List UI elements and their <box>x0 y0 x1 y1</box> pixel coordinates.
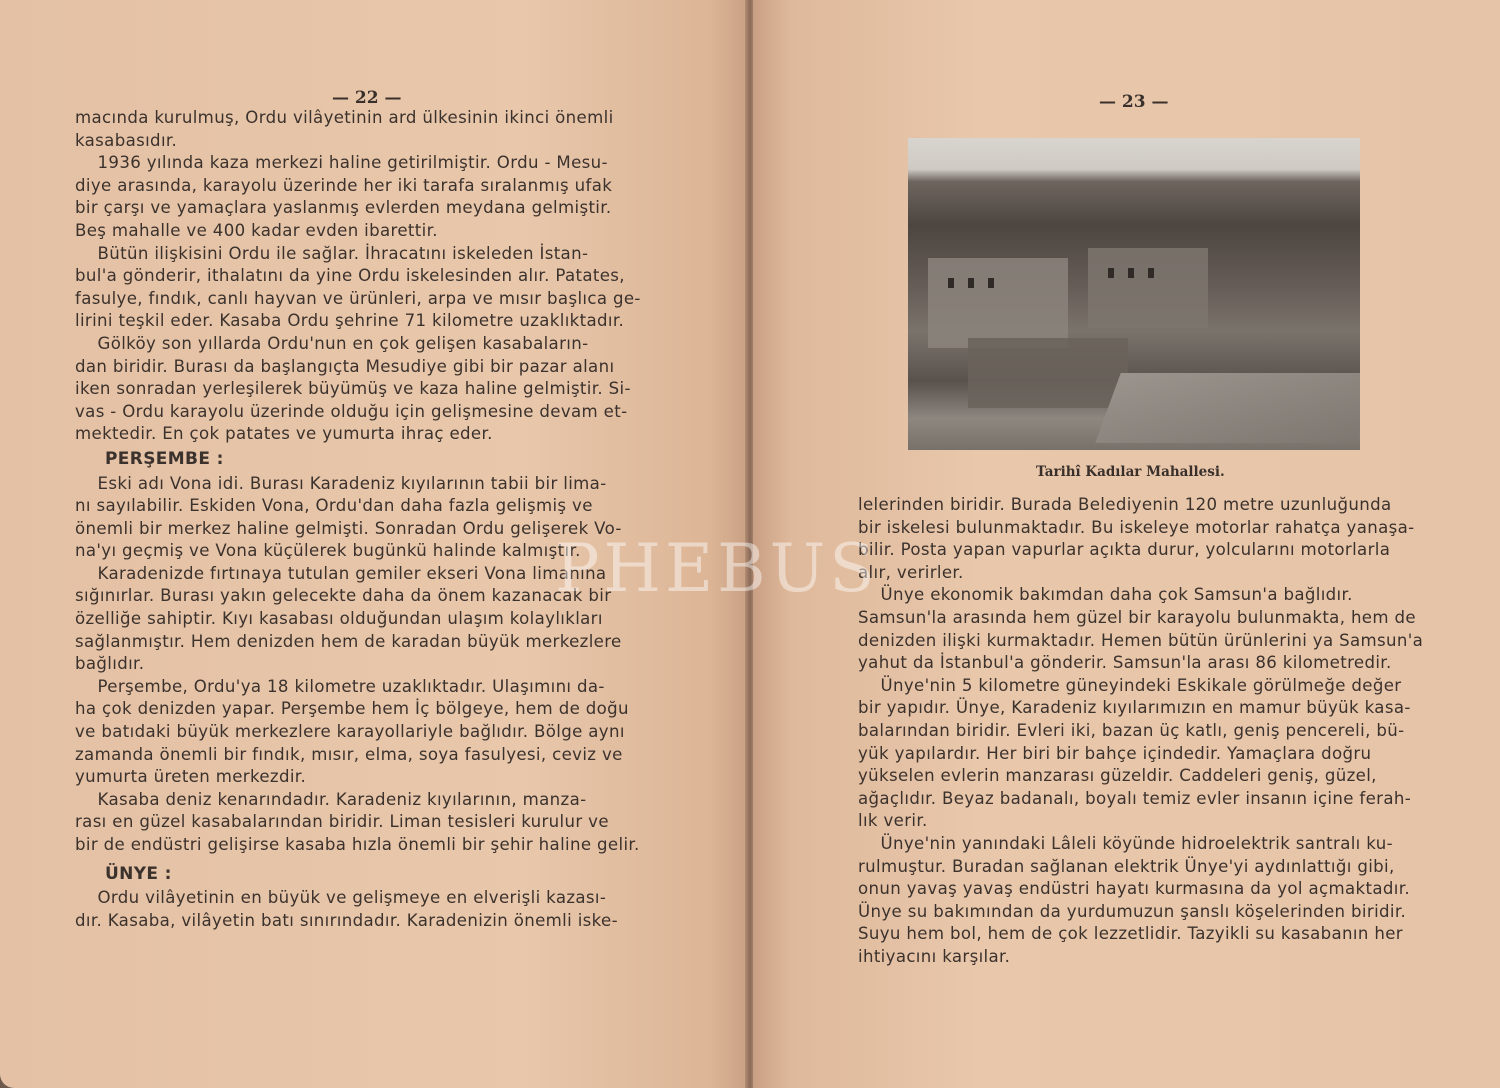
text-line: lık verir. <box>858 811 928 831</box>
text-line: yahut da İstanbul'a gönderir. Samsun'la arası 86 kilometredir. <box>858 653 1392 673</box>
text-line: dır. Kasaba, vilâyetin batı sınırındadır. Karadenizin önemli iske- <box>75 910 618 930</box>
text-line: na'yı geçmiş ve Vona küçülerek bugünkü halinde kalmıştır. <box>75 541 581 561</box>
page-number-right: — 23 — <box>1099 92 1169 112</box>
text-line: bir yapıdır. Ünye, Karadeniz kıyılarımızın en mamur büyük kasa- <box>858 698 1411 718</box>
photo-kadilar-mahallesi <box>908 138 1360 450</box>
text-line: özelliğe sahiptir. Kıyı kasabası olduğundan ulaşım kolaylıkları <box>75 609 603 629</box>
text-line: mektedir. En çok patates ve yumurta ihraç eder. <box>75 424 493 444</box>
text-line: ve batıdaki büyük merkezlere karayollariyle bağlıdır. Bölge aynı <box>75 722 625 742</box>
text-line: balarından biridir. Evleri iki, bazan üç katlı, geniş pencereli, bü- <box>858 720 1405 740</box>
text-line: sığınırlar. Burası yakın gelecekte daha da önem kazanacak bir <box>75 586 612 606</box>
text-line: vas - Ordu karayolu üzerinde olduğu için gelişmesine devam et- <box>75 401 628 421</box>
text-line: önemli bir merkez haline gelmişti. Sonradan Ordu gelişerek Vo- <box>75 518 622 538</box>
left-paragraph-block-3 <box>75 887 641 932</box>
text-line: lelerinden biridir. Burada Belediyenin 120 metre uzunluğunda <box>858 495 1392 514</box>
text-line: denizden ilişki kurmaktadır. Hemen bütün ürünlerini ya Samsun'a <box>858 630 1424 650</box>
text-line: ağaçlıdır. Beyaz badanalı, boyalı temiz evler insanın içine ferah- <box>858 788 1412 808</box>
text-line: ihtiyacını karşılar. <box>858 946 1011 966</box>
text-line: dan biridir. Burası da başlangıçta Mesudiye gibi bir pazar alanı <box>75 356 615 376</box>
left-page-text <box>75 107 641 932</box>
text-line: bağlıdır. <box>75 654 145 674</box>
photo-caption: Tarihî Kadılar Mahallesi. <box>1036 464 1225 480</box>
text-line: alır, verirler. <box>858 562 964 582</box>
text-line: kasabasıdır. <box>75 130 178 150</box>
heading-unye: ÜNYE : <box>105 863 172 884</box>
text-line: Gölköy son yıllarda Ordu'nun en çok gelişen kasabaların- <box>75 333 589 353</box>
text-line: Beş mahalle ve 400 kadar evden ibarettir. <box>75 220 438 240</box>
text-line: ha çok denizden yapar. Perşembe hem İç bölgeye, hem de doğu <box>75 699 629 719</box>
text-line: Ünye ekonomik bakımdan daha çok Samsun'a bağlıdır. <box>858 585 1353 605</box>
text-line: diye arasında, karayolu üzerinde her iki tarafa sıralanmış ufak <box>75 175 613 195</box>
left-paragraph-block-1 <box>75 107 641 446</box>
heading-persembe: PERŞEMBE : <box>105 448 224 469</box>
text-line: iken sonradan yerleşilerek büyümüş ve kaza haline gelmiştir. Si- <box>75 379 631 399</box>
watermark: PHEBUS <box>555 530 879 607</box>
text-line: bir çarşı ve yamaçlara yaslanmış evlerden meydana gelmiştir. <box>75 198 612 218</box>
text-line: 1936 yılında kaza merkezi haline getirilmiştir. Ordu - Mesu- <box>75 153 608 173</box>
text-line: sağlanmıştır. Hem denizden hem de karadan büyük merkezlere <box>75 631 622 651</box>
text-line: rulmuştur. Buradan sağlanan elektrik Ünye'yi aydınlattığı gibi, <box>858 856 1395 876</box>
right-paragraph-block <box>858 494 1423 968</box>
text-line: Ünye'nin 5 kilometre güneyindeki Eskikale görülmeğe değer <box>858 675 1402 695</box>
text-line: Eski adı Vona idi. Burası Karadeniz kıyılarının tabii bir lima- <box>75 473 607 493</box>
text-line: fasulye, fındık, canlı hayvan ve ürünleri, arpa ve mısır başlıca ge- <box>75 288 641 308</box>
text-line: Bütün ilişkisini Ordu ile sağlar. İhracatını iskeleden İstan- <box>75 243 589 263</box>
text-line: yük yapılardır. Her biri bir bahçe içindedir. Yamaçlara doğru <box>858 743 1372 763</box>
text-line: bul'a gönderir, ithalatını da yine Ordu iskelesinden alır. Patates, <box>75 266 625 286</box>
text-line: bilir. Posta yapan vapurlar açıkta durur, yolcularını motorlarla <box>858 540 1391 560</box>
text-line: lirini teşkil eder. Kasaba Ordu şehrine 71 kilometre uzaklıktadır. <box>75 311 625 331</box>
text-line: yumurta üreten merkezdir. <box>75 767 307 787</box>
text-line: Ünye su bakımından da yurdumuzun şanslı köşelerinden biridir. <box>858 901 1407 921</box>
page-number-left: — 22 — <box>332 88 402 108</box>
text-line: Kasaba deniz kenarındadır. Karadeniz kıyılarının, manza- <box>75 789 587 809</box>
text-line: macında kurulmuş, Ordu vilâyetinin ard ülkesinin ikinci önemli <box>75 108 614 127</box>
text-line: Karadenizde fırtınaya tutulan gemiler ekseri Vona limanına <box>75 563 607 583</box>
text-line: nı sayılabilir. Eskiden Vona, Ordu'dan daha fazla gelişmiş ve <box>75 496 593 516</box>
text-line: bir de endüstri gelişirse kasaba hızla önemli bir şehir haline gelir. <box>75 835 640 854</box>
text-line: Perşembe, Ordu'ya 18 kilometre uzaklıktadır. Ulaşımını da- <box>75 676 605 696</box>
text-line: yükselen evlerin manzarası güzeldir. Caddeleri geniş, güzel, <box>858 766 1377 786</box>
text-line: Ordu vilâyetinin en büyük ve gelişmeye en elverişli kazası- <box>75 888 607 908</box>
text-line: rası en güzel kasabalarından biridir. Liman tesisleri kurulur ve <box>75 812 609 832</box>
right-page-text <box>858 494 1423 968</box>
text-line: zamanda önemli bir fındık, mısır, elma, soya fasulyesi, ceviz ve <box>75 744 623 764</box>
text-line: Suyu hem bol, hem de çok lezzetlidir. Tazyikli su kasabanın her <box>858 924 1403 944</box>
text-line: onun yavaş yavaş endüstri hayatı kurmasına da yol açmaktadır. <box>858 879 1410 899</box>
text-line: Ünye'nin yanındaki Lâleli köyünde hidroelektrik santralı ku- <box>858 833 1393 853</box>
text-line: Samsun'la arasında hem güzel bir karayolu bulunmakta, hem de <box>858 607 1416 627</box>
text-line: bir iskelesi bulunmaktadır. Bu iskeleye motorlar rahatça yanaşa- <box>858 517 1415 537</box>
